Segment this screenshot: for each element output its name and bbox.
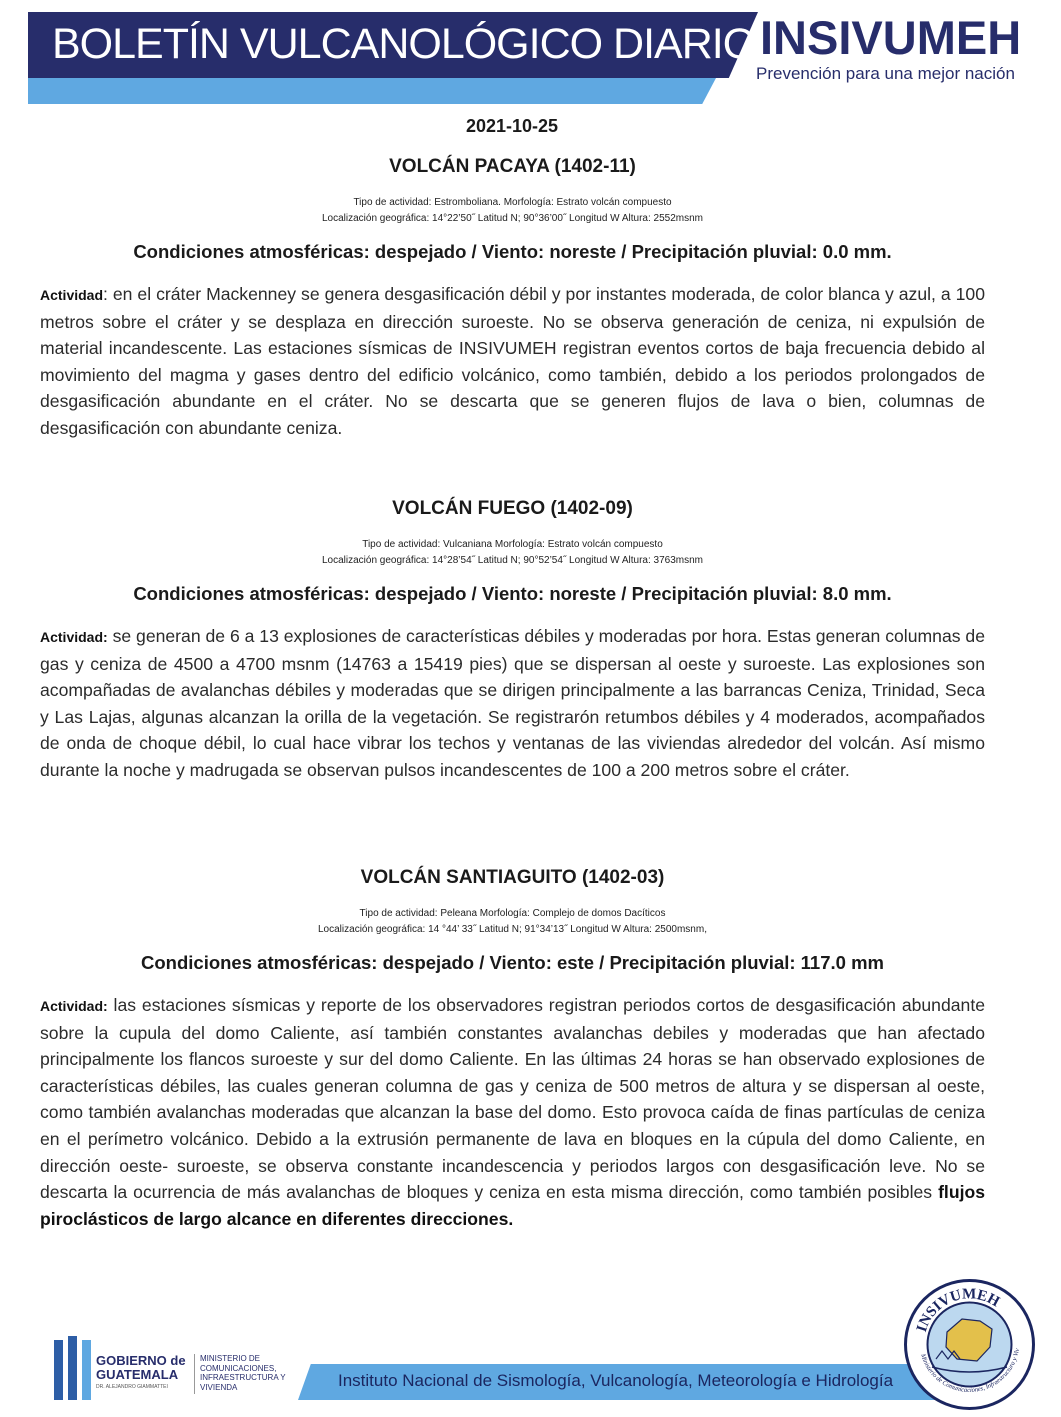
- atmospheric-conditions: Condiciones atmosféricas: despejado / Viento: noreste / Precipitación pluvial: 8.0 mm.: [133, 583, 892, 604]
- seal-ring-text: Ministerio de Comunicaciones, Infraestructura y Viv: [919, 1347, 1022, 1394]
- volcano-type: Tipo de actividad: Estromboliana. Morfología: Estrato volcán compuesto: [353, 197, 672, 208]
- activity-text: las estaciones sísmicas y reporte de los observadores registran periodos cortos de desgasificación abundante sobre la cupula del domo Caliente, así también constantes avalanchas debiles y moderadas que han afectado principalmente los flancos suroeste y sur del domo Caliente. En las últimas 24 horas se han observado explosiones de características débiles, las cuales generan columna de gas y ceniza de 500 metros de altura y se dispersan al oeste, como también avalanchas moderadas que alcanzan la base del domo. Esto provoca caída de finas partículas de ceniza en el perímetro volcánico. Debido a la extrusión permanente de lava en bloques en la cúpula del domo Caliente, en dirección oeste- suroeste, se observa constante incandescencia y periodos largos con desgasificación leve. No se descarta la ocurrencia de más avalanchas de bloques y ceniza en esta misma dirección, como también posibles: [40, 995, 985, 1203]
- volcano-location: Localización geográfica: 14°28’54˝ Latitud N; 90°52’54˝ Longitud W Altura: 3763msnm: [321, 555, 703, 566]
- seal-top-text: INSIVUMEH: [913, 1286, 1003, 1334]
- atmospheric-conditions: Condiciones atmosféricas: despejado / Viento: este / Precipitación pluvial: 117.0 mm: [141, 952, 884, 973]
- volcano-section-fuego: [40, 498, 985, 784]
- activity-text: se generan de 6 a 13 explosiones de características débiles y moderadas por hora. Estas generan columnas de gas y ceniza de 4500 a 4700 msnm (14763 a 15419 pies) que se dispersan al oeste y suroeste. Las explosiones son acompañadas de avalanchas débiles y moderadas que se dirigen principalmente a las barrancas Ceniza, Trinidad, Seca y Las Lajas, algunas alcanzan la orilla de la vegetación. Se registrarón retumbos débiles y 4 moderados, acompañados de onda de choque débil, lo cual hace vibrar los techos y ventanas de las viviendas alrededor del volcán. Así mismo durante la noche y madrugada se observan pulsos incandescentes de 100 a 200 metros sobre el cráter.: [40, 626, 985, 780]
- activity-text: : en el cráter Mackenney se genera desgasificación débil y por instantes moderada, de color blanca y azul, a 100 metros sobre el cráter y se desplaza en dirección suroeste. No se observa generación de ceniza, ni expulsión de material incandescente. Las estaciones sísmicas de INSIVUMEH registran eventos cortos de baja frecuencia debido al movimiento del magma y gases dentro del edificio volcánico, como también, debido a los periodos prolongados de desgasificación abundante en el cráter. No se descarta que se generen flujos de lava o bien, columnas de desgasificación con abundante ceniza.: [40, 284, 985, 438]
- volcano-title: VOLCÁN FUEGO (1402-09): [392, 498, 633, 519]
- org-tagline: Prevención para una mejor nación: [756, 64, 1015, 83]
- activity-paragraph: [40, 992, 985, 1232]
- volcano-location: Localización geográfica: 14°22’50˝ Latitud N; 90°36’00˝ Longitud W Altura: 2552msnm: [321, 213, 703, 224]
- gov-name-line2: GUATEMALA: [96, 1367, 179, 1382]
- gov-name: [96, 1354, 186, 1382]
- header-accent-stripe: [28, 78, 716, 104]
- volcano-title: VOLCÁN SANTIAGUITO (1402-03): [360, 867, 665, 888]
- ministry-name: MINISTERIO DE COMUNICACIONES, INFRAESTRUCTURA Y VIVIENDA: [200, 1354, 286, 1392]
- atmospheric-conditions: Condiciones atmosféricas: despejado / Viento: noreste / Precipitación pluvial: 0.0 mm.: [133, 241, 892, 262]
- institute-name: Instituto Nacional de Sismología, Vulcanología, Meteorología e Hidrología: [338, 1371, 894, 1390]
- insivumeh-seal: [902, 1277, 1037, 1412]
- activity-paragraph: [40, 281, 985, 442]
- bulletin-date: 2021-10-25: [465, 116, 559, 136]
- volcano-type: Tipo de actividad: Vulcaniana Morfología: Estrato volcán compuesto: [362, 539, 663, 550]
- seal-emblem-icon: [902, 1277, 1037, 1412]
- activity-label: Actividad: [40, 287, 104, 303]
- volcano-type: Tipo de actividad: Peleana Morfología: Complejo de domos Dacíticos: [359, 908, 666, 919]
- activity-label: Actividad:: [40, 998, 108, 1014]
- government-logo: [54, 1340, 314, 1404]
- volcano-section-pacaya: [40, 156, 985, 442]
- divider: [194, 1354, 195, 1394]
- org-logo-name: INSIVUMEH: [760, 11, 1022, 64]
- volcano-location: Localización geográfica: 14 °44’ 33˝ Latitud N; 91°34’13˝ Longitud W Altura: 2500msnm,: [318, 924, 707, 935]
- volcano-title: VOLCÁN PACAYA (1402-11): [389, 156, 636, 177]
- volcano-section-santiaguito: [40, 867, 985, 1232]
- activity-label: Actividad:: [40, 629, 108, 645]
- gov-name-line1: GOBIERNO de: [96, 1353, 186, 1368]
- activity-paragraph: [40, 623, 985, 784]
- activity-emphasis: flujos piroclásticos de largo alcance en diferentes direcciones.: [40, 1182, 985, 1229]
- gov-president: DR. ALEJANDRO GIAMMATTEI: [96, 1384, 168, 1390]
- bulletin-title: BOLETÍN VULCANOLÓGICO DIARIO: [52, 20, 756, 68]
